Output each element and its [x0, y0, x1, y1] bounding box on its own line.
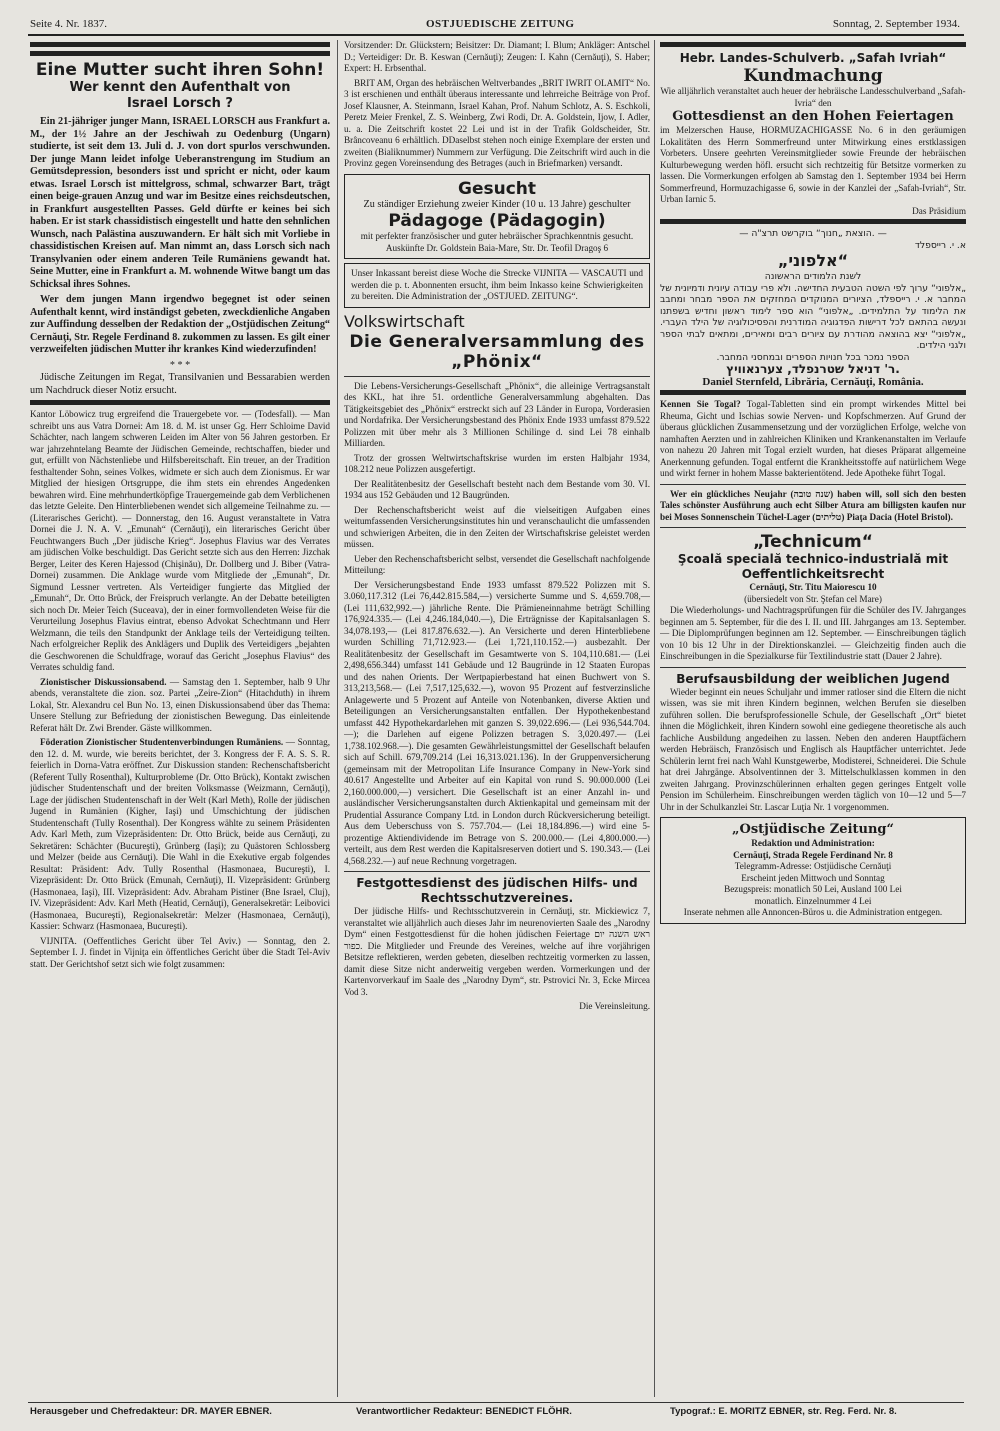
news-heading: Föderation Zionistischer Studentenverbindungen Rumäniens.: [40, 737, 284, 747]
article-paragraph: Der Realitätenbesitz der Gesellschaft besteht nach dem Bestande vom 30. VI. 1934 aus 152 Gebäuden und 12 Baugründen.: [344, 478, 650, 500]
article-paragraph: Wer dem jungen Mann irgendwo begegnet ist oder seinen Aufenthalt kennt, wird inständigst gebeten, zweckdienliche Angaben zur Auffindung desselben der Redaktion der „Ostjüdischen Zeitung“ Cernăuţi, Str. Regele Ferdinand 8. zukommen zu lassen. Es gilt einer verzweifelten jüdischen Mutter ihr krankes Kind wiederzufinden!: [30, 294, 330, 355]
ad-text: Wie alljährlich veranstaltet auch heuer der hebräische Landesschulverband „Safah-Ivria“ den: [660, 86, 966, 108]
neujahr-ad: Wer ein glückliches Neujahr (שנה טובה) haben will, soll sich den besten Tales schönster Ausführung auch echt Silber Atura am billigsten kaufen nur bei Moses Sonnenschein Tüchel-Lager (טליתים) Piaţa Dacia (Hotel Bristol).: [660, 488, 966, 522]
article-paragraph: Der Rechenschaftsbericht weist auf die vielseitigen Aufgaben eines weitumfassenden Versicherungsinstitutes hin und veranschaulicht die umfassenden und schwierigen Arbeiten, die in den Zeiten der Wirtschaftskrise geleistet werden müssen.: [344, 504, 650, 549]
hebrew-title: „אלפוני“: [777, 251, 849, 270]
section-title: Volkswirtschaft: [344, 311, 465, 331]
beruf-text: Wieder beginnt ein neues Schuljahr und immer ratloser sind die Eltern die nicht wissen, was sie mit ihren Kindern beginnen, welchen Berufen sie dieselben zuführen sollen. Die berufsprofessionelle Schule, der Gesellschaft „Ort“ bietet ihnen die Möglichkeit, ihren Kindern sowohl eine gediegene theoretische als auch fachliche Ausbildung angedeihen zu lassen. Neben den anderen Hauptfächern werden Hebräisch, Französisch und Englisch als Hauptfächer unterrichtet. Jede Schülerin lernt frei nach Wahl Kunstgewerbe, Modisterei, Schneiderei. Die Schule hat drei Jahrgänge. Absolventinnen der 3. Mittelschulklassen kommen in den zweiten Jahrgang. Provinzschülerinnen erhalten gegen geringes Entgelt volle Pension im Schülerheim. Einschreibungen werden täglich von 10—12 und 5—7 Uhr in der Schulkanzlei Str. Lascar Luţia Nr. 1 vorgenommen.: [660, 686, 966, 812]
ad-header: Hebr. Landes-Schulverb. „Safah Ivriah“: [679, 51, 947, 65]
bookstore-name: Daniel Sternfeld, Librăria, Cernăuţi, România.: [702, 375, 924, 388]
hebrew-subtitle: לשנת הלמודים הראשונה: [764, 271, 862, 282]
ad-text: im Melzerschen Hause, HORMUZACHIGASSE No. 6 in den geräumigen Lokalitäten des Herrn Sommerfreund unter Mitwirkung eines erstklassigen Vorbeters. Unsere geehrten Vereinsmitglieder sowie Freunde der hebräischen Kulturbewegung werden höfl. ersucht sich rechtzeitig für Betsitze vormerken zu lassen. Die Vormerkungen erfolgen ab Samstag den 1. September 1934 bei Herrn Sommerfreund, Hormuzachigasse 6, sowie in der Kanzlei der „Safah-Ivriah“, Str. Urban Iarnic 5.: [660, 125, 966, 204]
publisher-line: Bezugspreis: monatlich 50 Lei, Ausland 100 Lei: [724, 884, 902, 894]
header-rule: [28, 34, 964, 36]
hebrew-note: הספר נמכר בכל חנויות הספרים ובמחסני המחבר.: [716, 351, 910, 363]
notice-text: Unser Inkassant bereist diese Woche die Strecke VIJNITA — VASCAUTI und werden die p. t. Abonnenten ersucht, ihm beim Inkasso keine Schwierigkeiten zu bereiten. Die Administration der „OSTJUED. ZEITUNG“.: [351, 268, 643, 301]
publisher-line: Erscheint jeden Mittwoch und Sonntag: [741, 872, 885, 883]
article-paragraph: Die Lebens-Versicherungs-Gesellschaft „Phönix“, die alleinige Vertragsanstalt des KKL, hat ihre 51. ordentliche Generalversammlung abgehalten. Das Tätigkeitsgebiet des „Phönix“ erstreckt sich auf 23 Länder in Europa, Vorderasien und Nordafrika. Der Versicherungsbestand des Phönix Ende 1933 umfasst 879.522 Polizzen mit über mehr als 3 Millionen Schilinge d. sind Lei 78 einhalb Milliarden.: [344, 380, 650, 448]
publisher-line: monatlich. Einzelnummer 4 Lei: [754, 895, 872, 906]
news-paragraph: Vorsitzender: Dr. Glückstern; Beisitzer: Dr. Diamant; I. Blum; Ankläger: Antschel D.; Verteidiger: Dr. B. Keswan (Cernăuţi); Zeugen: I. Kahn (Cernăuţi), S. Haber; Expert: H. Erbsenthal.: [344, 40, 650, 73]
footer-rule: [28, 1402, 964, 1403]
news-paragraph: — Samstag den 1. September, halb 9 Uhr abends, veranstaltete die zion. soz. Partei „Zeire-Zion“ (Hitachduth) in ihrem Lokal, Str. Alexandru cel Bun No. 13, einen Diskussionsabend über das Thema: Unsere Stellung zur Befriedung der zionistischen Bewegung. Das einleitende Referat hält Dr. Zwi Brender. Gäste willkommen.: [30, 676, 330, 733]
news-heading: Zionistischer Diskussionsabend.: [40, 676, 167, 687]
divider: [344, 871, 650, 872]
column-3: [660, 40, 966, 1397]
publisher-line: Inserate nehmen alle Annoncen-Büros u. die Administration entgegen.: [683, 907, 943, 917]
divider: [660, 667, 966, 668]
footer-publisher: Herausgeber und Chefredakteur: DR. MAYER EBNER.: [30, 1406, 272, 1417]
technicum-address-note: (übersiedelt von Str. Ştefan cel Mare): [744, 593, 882, 604]
ad-title: Kundmachung: [743, 66, 883, 86]
news-paragraph: VIJNITA. (Oeffentliches Gericht über Tel Aviv.) — Sonntag, den 2. September I. J. findet in Vijniţa ein öffentliches Gericht über die Stadt Tel-Aviv statt. Der Gerichtshof setzt sich wie folgt zusammen:: [30, 935, 330, 969]
issue-date: Sonntag, 2. September 1934.: [832, 18, 960, 30]
ad-headline: Gottesdienst an den Hohen Feiertagen: [672, 109, 954, 124]
section-rule: [30, 51, 330, 56]
page-footer: [30, 1406, 966, 1420]
column-2: [344, 40, 650, 1397]
section-rule: [660, 390, 966, 395]
article-paragraph: Der jüdische Hilfs- und Rechtsschutzverein in Cernăuţi, str. Mickiewicz 7, veranstaltet wie alljährlich auch dieses Jahr im neurenovierten Saale des „Narodny Dym“ einen Festgottesdienst für die hohen jüdischen Feiertage ראש השנה יום כפור. Die Mitglieder und Freunde des Vereines, welche auf ihre vorjährigen Betsitze reflektieren, werden gebeten, dieselben rechtzeitig vormerken zu lassen, damit diese Sitze nicht anderweitig vergeben werden. Vormerkungen und der Kartenvorverkauf im Saale des „Narodny Dym“, str. Pstrovici Nr. 3, Ecke Mircea Vod 3.: [344, 906, 650, 997]
article-subtitle: Wer kennt den Aufenthalt von: [69, 80, 291, 95]
publisher-line: Cernăuţi, Strada Regele Ferdinand Nr. 8: [733, 849, 893, 860]
masthead-title: OSTJUEDISCHE ZEITUNG: [426, 18, 575, 30]
beruf-title: Berufsausbildung der weiblichen Jugend: [676, 671, 950, 686]
ad-text: mit perfekter französischer und guter hebräischer Sprachkenntnis gesucht. Auskünfte Dr. Goldstein Baia-Mare, Str. Dr. Teofil Dragoş 6: [360, 231, 634, 253]
column-1: [30, 40, 330, 1397]
article-title: Eine Mutter sucht ihren Sohn!: [35, 60, 325, 80]
article-paragraph: Der Versicherungsbestand Ende 1933 umfasst 879.522 Polizzen mit S. 3.060,117.312 (Lei 76,442.815.584,—) versicherte Summe und S. 4,659.708,— (Lei 111,632,992.—) jährliche Rente. Die Prämieneinnahme beträgt Schilling 176,924.335.— (Lei 4,246.184,040.—), Die Erträgnisse der Kapitalsanlagen S. 34,078.193,— (Lei 817.876.632.—). An Versicherte und deren Hinterbliebene wurden Schilling 71,712.923.— (Lei 1,721,110.152.—) ausbezahlt. Der Realitätenbesitz der Gesellschaft im Gesamtwerte von S. 104,110.681.— (Lei 2,498,656.344) umfasst 141 Gebäude und 12 Baugründe in 12 Staaten Europas und des nahen Orients. Der Wertpapierbestand hat einen Buchwert von S. 313,213,568.— (Lei 7,517,125,632.—), wovon 95 Prozent auf festverzinsliche Anlagewerte und 5 Prozent auf Anteile von Notenbanken, diverse Aktien und Beteiligungen an Versicherungsanstalten entfallen. Der Hypothekenbestand umfasst 442 Hypothekardarlehen mit ganzen S. 39,022.696.— (Lei 936,544.704.—); die Darlehen auf eigene Polizzen betragen S. 3,020.497.— (Lei 1,738.102.968.—). Die gesamten Gewährleistungsmittel der Gesellschaft belaufen sich auf Schill. 679,709.214 (Lei 16,313.021.136). In der Gruppenversicherung (gemeinsam mit der Metropolitan Life Insurance Company in New-York sind 40.617 Angestellte und Arbeiter auf ein Kapital von rund S. 90.000.000 (Lei 2,160.000.000,—) versichert. Die Gesellschaft ist an einer Anzahl in- und ausländischer Versicherungsanstalten durch Aktienkapital und gemeinsam mit der Prudential Assurance Company Ltd. in London durch Rückversicherung beteiligt. Aus dem Ueberschuss von S. 757.704.— (Lei 18,184.896.—) wird eine 5-prozentige Aktiendividende im Betrage von S. 200.000.— (Lei 4,800.000.—) verteilt, aus dem Rest werden die Kapitalsreserven dotiert und S. 190.343.— (Lei 4,568.232.—) auf neue Rechnung vorgetragen.: [344, 579, 650, 866]
advertisement-gesucht: [344, 174, 650, 260]
bookstore-hebrew: ר' דניאל שטרנפלד, צערנאוויץ.: [726, 362, 900, 376]
footer-printer: Typograf.: E. MORITZ EBNER, str. Reg. Ferd. Nr. 8.: [670, 1406, 897, 1417]
divider: [660, 527, 966, 528]
technicum-address: Cernăuţi, Str. Titu Maiorescu 10: [749, 582, 877, 592]
section-rule: [660, 219, 966, 224]
section-rule: [30, 42, 330, 47]
signature: Die Vereinsleitung.: [579, 1001, 650, 1011]
ad-signature: Das Präsidium: [912, 205, 966, 216]
article-paragraph: Ueber den Rechenschaftsbericht selbst, versendet die Gesellschaft nachfolgende Mitteilung:: [344, 553, 650, 575]
administration-notice: [344, 263, 650, 308]
article-paragraph: Trotz der grossen Weltwirtschaftskrise wurden im ersten Halbjahr 1934, 108.212 neue Polizzen ausgefertigt.: [344, 452, 650, 474]
column-divider: [337, 40, 338, 1397]
page-number: Seite 4. Nr. 1837.: [30, 18, 107, 30]
ad-text: Zu ständiger Erziehung zweier Kinder (10 u. 13 Jahre) geschulter: [363, 198, 631, 210]
technicum-subtitle: Şcoală specială technico-industrială mit Oeffentlichkeitsrecht: [677, 552, 949, 581]
hebrew-ad-header: — הוצאת „חנוך“ בוקרשט תרצ"ה. —: [739, 228, 887, 239]
ad-title: Gesucht: [457, 178, 536, 199]
news-paragraph: BRIT AM, Organ des hebräischen Weltverbandes „BRIT IWRIT OLAMIT“ No. 3 ist erschienen und enthält überaus interessante und lehrreiche Beiträge von Prof. Josef Klausner, A. Steinmann, Israel Kahan, Prof. Nahum Schlotz, A. S. Eschkoli, Peretz Meier Frenkel, Z. S. Weinberg, Zwi Rodi, Dr. A. Goldstein, Ijow, I. Adler, u. a. Die Zeitschrift kostet 22 Lei und ist in der Trafik Goldscheider, Str. Brâncoveanu 6 erhältlich. DDaselbst stehen noch einige Exemplare der ersten und zweiten (Bialiknummer) Nummern zur Verfügung. Die Zeitschrift wird auch in die Provinz gegen Voreinsendung des Betrages (auch in Briefmarken) versandt.: [344, 77, 650, 168]
section-rule: [660, 42, 966, 47]
technicum-text: Die Wiederholungs- und Nachtragsprüfungen für die Schüler des IV. Jahrganges beginnen am 5. September, für die des I. II. und III. Jahrganges am 13. September. — Die Diplomprüfungen beginnen am 12. September. — Einschreibungen täglich von 10 bis 12 Uhr in der Direktionskanzlei. — Gleichzeitig finden auch die Einschreibungen in die Spezialkurse für Textilindustrie statt (Dauer 2 Jahre).: [660, 605, 966, 661]
publisher-box: [660, 817, 966, 924]
separator-stars: * * *: [169, 359, 191, 371]
article-title: Festgottesdienst des jüdischen Hilfs- und Rechtsschutzvereines.: [356, 876, 638, 905]
divider: [344, 376, 650, 377]
news-paragraph: — Sonntag, den 12. d. M. wurde, wie bereits berichtet, der 3. Kongress der F. A. S. S. R. feierlich in Dorna-Vatra eröffnet. Zur Diskussion standen: Rechenschaftsbericht (Referent Tully Rosenthal), Kulturprobleme (Dr. Otto Brück), Kontakt zwischen jüdischer Studentenschaft und der breiten Volksmasse (Weizmann, Cernăuţi), Lage der jüdischen Studentenschaft in der Welt (Karl Meth), Rolle der jüdischen Jugend in Rumänien (Kigher, Iaşi) und Umschichtung der jüdischen Studentenschaft (Tully Rosenthal). Der Kongress wählte zu seinem Präsidenten Adv. Karl Meth, zum Vizepräsidenten: Dr. Otto Brück, beide aus Cernăuţi, zu Sekretären: Schächter (Bucureşti), Grünberg (Iaşi); zu Quästoren Schlossberg und Melzer (beide aus Cernăuţi). Die Wahl in die Exekutive ergab folgendes Resultat: Präsident: Adv. Tully Rosenthal (Hasmonaea, Bucureşti), I. Vizepräsident: Dr. Otto Brück (Emunah, Cernăuţi), II. Vizepräsident: Grünberg (Hasmonaea, Iaşi), III. Vizepräsident: Adv. Abraham Pistiner (Bne Israel, Cluj), IV. Vizepräsident: Adv. Karl Meth (Heatid, Cernăuţi), Generalsekretär: Leibovici (Hasmonaea, Bucureşti), Regionalsekretär: Melzer (Hasmonaea, Cernăuţi), Kassier: Schwarz (Hasmonaea, Bucureşti).: [30, 737, 330, 931]
publisher-line: Telegramm-Adresse: Ostjüdische Cernăuţi: [734, 861, 892, 871]
footer-editor: Verantwortlicher Redakteur: BENEDICT FLÖHR.: [356, 1406, 572, 1417]
article-title: Die Generalversammlung des „Phönix“: [349, 331, 645, 372]
divider: [660, 484, 966, 485]
section-rule: [30, 400, 330, 405]
togal-text: Togal-Tabletten sind ein prompt wirkendes Mittel bei Rheuma, Gicht und Ischias sowie Nerven- und Kopfschmerzen. Auf Grund der überaus glücklichen Zusammensetzung und der vorzüglichen Erfolge, welche von namhaften Aerzten und in zahlreichen Kliniken und Krankenanstalten im Verlaufe von nahezu 20 Jahren mit Togal erzielt wurden, hat dieses Präparat allgemeine Anerkennung gefunden. Togal entfernt die Krankheitsstoffe auf natürlichem Wege und wirkt ferner in hohem Masse bakterientötend. Jede Apotheke führt Togal.: [660, 399, 966, 478]
hebrew-body: „אלפוני“ ערוך לפי השטה הטבעית החדישה. ולא פרי עבודה עיונית ודמיונית של המחבר א. י. רייספלד, הציורים המנוקדים המחזקים את הספר מבחר ומחבב את הלימוד על התלמידים. „אלפוני“ הוא ספר לימוד ראשון וחדיש בשפתנו ונעשה בהתאם לכל דרישות הפדגוגיה המודרנית והפסיכולוגיה של הילד העברי. „אלפוני“ יצא בהוצאה מהודרת עם ציורים רבים ומאירים, ומתאים לבתי הספר ולגני הילדים.: [660, 282, 966, 351]
article-subtitle: Israel Lorsch ?: [127, 96, 233, 111]
article-paragraph: Ein 21-jähriger junger Mann, ISRAEL LORSCH aus Frankfurt a. M., der 1½ Jahre an der Jeschiwah zu Oedenburg (Ungarn) studierte, ist seit dem 13. Juli d. J. von dort spurlos verschwunden. Der junge Mann leidet infolge Ueberanstrengung im Studium an Gemütsdepression, besonders isst und spricht er nicht, oder kaum etwas. Israel Lorsch ist mittelgross, schmal, schwarzer Bart, trägt einen beige-grauen Anzug und war im Besitze eines reichsdeutschen, in Frankfurt ausgestellten Passes. Geld dürfte er keines bei sich haben. Er ist stark chassidistisch eingestellt und hatte den sehnlichen Wunsch, nach Palästina auszuwandern. Er hält sich mit Vorliebe in chassidistischen Kreisen auf. Man nimmt an, dass Lorsch sich nach Transylvanien oder einem anderen Teile Rumäniens gewandt hat. Seine Mutter, eine in Frankfurt a. M. wohnende Witwe bangt um das Schicksal ihres Sohnes.: [30, 116, 330, 290]
technicum-title: „Technicum“: [753, 532, 873, 552]
ad-headline: Pädagoge (Pädagogin): [388, 211, 606, 231]
news-paragraph: Kantor Löbowicz trug ergreifend die Trauergebete vor. — (Todesfall). — Man schreibt uns aus Vatra Dornei: Am 18. d. M. ist unser Gg. Herr Schloime David Schächter, nach langem schweren Leiden im Alter von 56 Jahren gestorben. Er war jahrzehntelang Beamte der Jüdischen Gemeinde, rechtschaffen, bieder und gut, erfüllt von Nächstenliebe und Hilfsbereitschaft. Ein treuer, an der Tradition festhaltender Sohn, seines Volkes, widmete er sich auch dem Zionismus. Er war Mitglied der hiesigen Ortsgruppe, die ihm stets ein ehrendes Angedenken bewahren wird. Eine mehrhundertköpfige Trauergemeinde gab dem Verblichenen das letzte Geleite. Den Hinterbliebenen wendet sich allgemeine Teilnahme zu. — (Literarisches Gericht). — Donnerstag, den 16. August veranstaltete in Vatra Dornei die J. N. A. V. „Emunah“ (Cernăuţi), ein literarisches Gericht über Feuchtwangers Buch „Der jüdische Krieg“. Josephus Flavius war des Verrates am jüdischen Volke beschuldigt. Das Gericht setzte sich aus den Herren: Jizchak Berger, Leiter des Keren Hajessod (Chişinău), Dr. Dollberg und J. Biber (Vatra-Dornei) zusammen. Die Anklage wurde vom Mitgliede der „Emunah“, Dr. Sigmund Lessner vertreten. Als Verteidiger fungierte das Mitglied der „Emunah“, Dr. Otto Brück, der Freispruch verlangte. An der Debatte beteiligten sich noch Dr. Meier Teich (Suceava), der in einer formvollendeten Weise für die Verurteilung Josephus Flavius eintrat, ebenso Advokat Schechtmann und Herr Welzmann, die teils den Standpunkt der Anklage teils der Verteidigung teilten. Nach erfolgreicher Replik des Anklägers und Duplik des Verteidigers „bejahten die Geschworenen die Schuldfrage, worauf das Gericht „Josephus Flavius“ des Verrates schuldig fand.: [30, 409, 330, 672]
togal-heading: Kennen Sie Togal?: [660, 399, 741, 409]
article-paragraph: Jüdische Zeitungen im Regat, Transilvanien und Bessarabien werden um Nachdruck dieser Notiz ersucht.: [30, 372, 330, 396]
publisher-title: „Ostjüdische Zeitung“: [732, 822, 894, 837]
column-divider: [654, 40, 655, 1397]
publisher-line: Redaktion und Administration:: [751, 838, 875, 848]
hebrew-author: א. י. רייספלד: [914, 239, 966, 251]
